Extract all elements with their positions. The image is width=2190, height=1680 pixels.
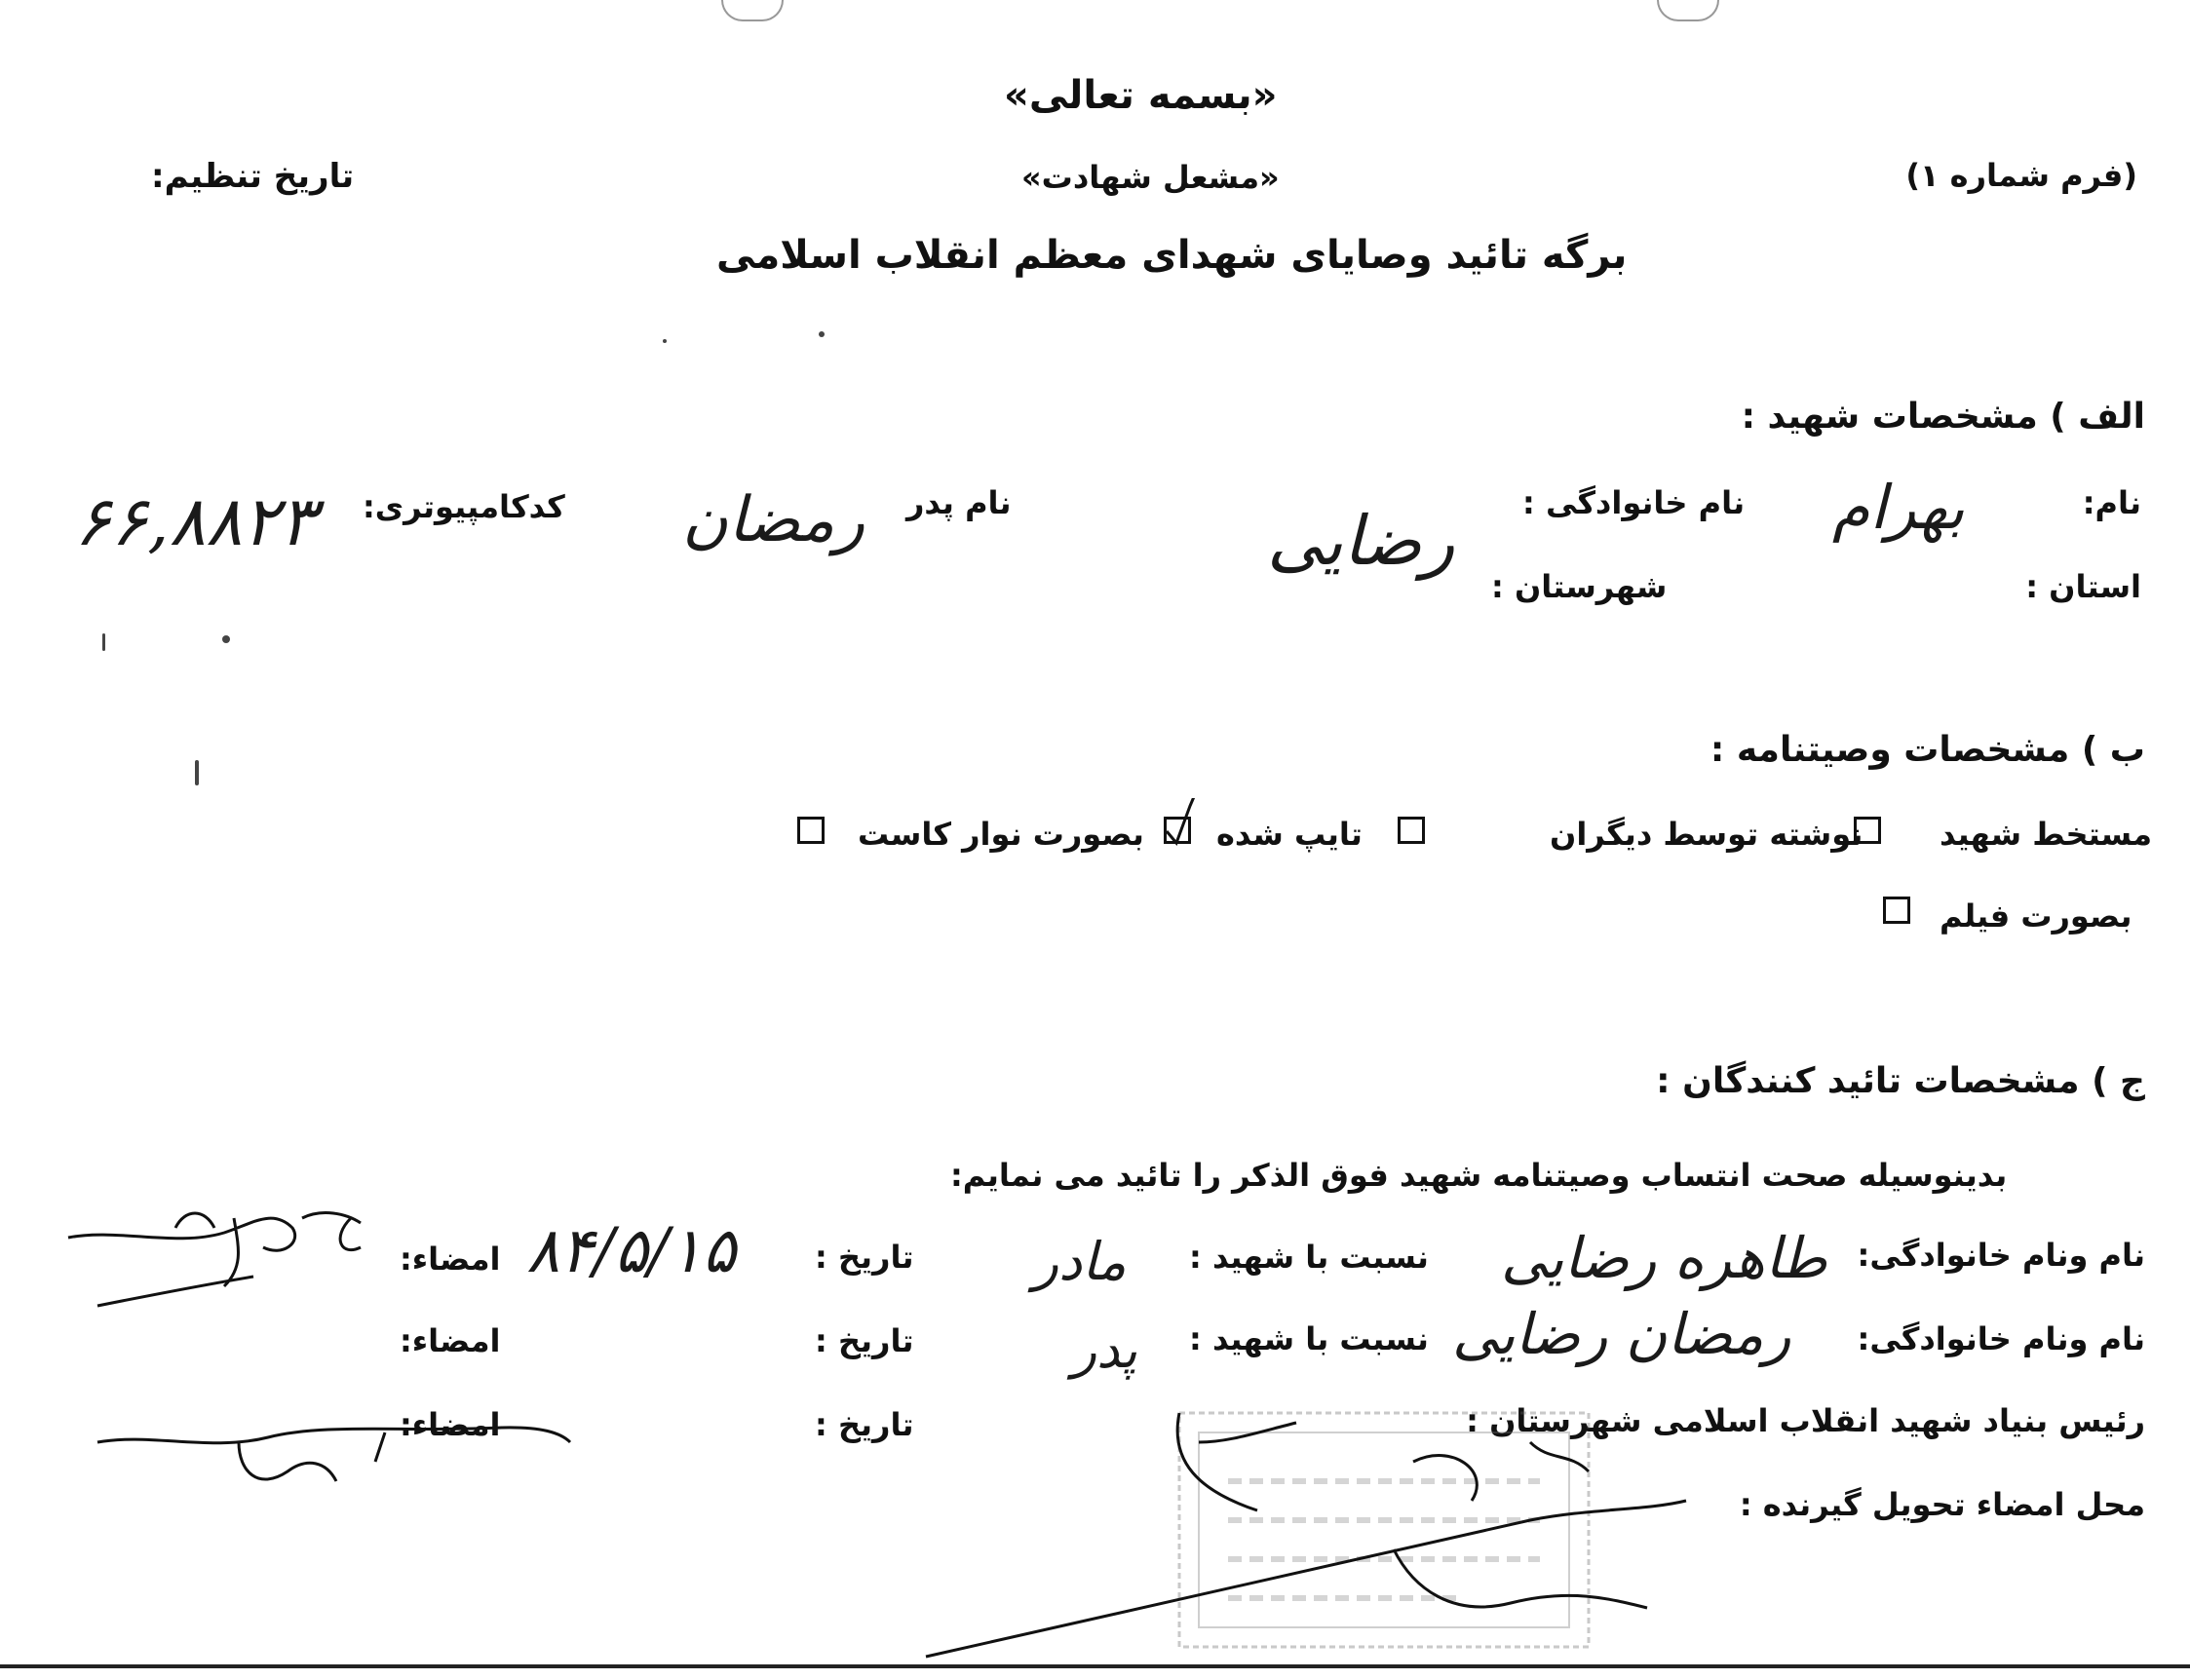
- confirmation-statement: بدینوسیله صحت انتساب وصیتنامه شهید فوق الذکر را تائید می نمایم:: [950, 1157, 2008, 1194]
- row2-relation-label: نسبت با شهید :: [1189, 1320, 1429, 1357]
- row1-name-label: نام ونام خانوادگی:: [1857, 1237, 2145, 1274]
- county-label: شهرستان :: [1491, 568, 1668, 605]
- row2-name-label: نام ونام خانوادگی:: [1857, 1320, 2145, 1357]
- head-signature-label: امضاء:: [400, 1406, 501, 1443]
- binder-hole-mark: [1657, 0, 1719, 21]
- name-label: نام:: [2082, 484, 2141, 521]
- father-name-label: نام پدر: [906, 484, 1012, 521]
- scan-speck: [663, 339, 667, 343]
- scan-speck: [819, 331, 825, 337]
- option-written-by-others-checkbox[interactable]: [1398, 817, 1425, 844]
- row1-signature-label: امضاء:: [400, 1241, 501, 1278]
- option-film-label: بصورت فیلم: [1940, 897, 2132, 935]
- father-name-value: رمضان: [682, 484, 865, 556]
- province-label: استان :: [2025, 568, 2141, 605]
- section-b-heading: ب ) مشخصات وصیتنامه :: [1710, 730, 2145, 770]
- creation-date-label: تاریخ تنظیم:: [151, 157, 355, 196]
- head-signature: [93, 1403, 580, 1520]
- row2-relation-value: پدر: [1072, 1321, 1137, 1380]
- option-typed-checkbox[interactable]: [1164, 817, 1191, 844]
- checkmark-icon: [1161, 798, 1206, 853]
- option-handwritten-label: مستخط شهید: [1940, 816, 2153, 853]
- row2-date-label: تاریخ :: [815, 1322, 914, 1359]
- row1-date-label: تاریخ :: [815, 1239, 914, 1276]
- scan-speck: [222, 635, 230, 643]
- head-date-label: تاریخ :: [815, 1406, 914, 1443]
- option-typed-label: تایپ شده: [1216, 816, 1363, 853]
- option-film-checkbox[interactable]: [1883, 897, 1910, 924]
- row1-signature: [58, 1189, 370, 1345]
- scan-speck: [102, 633, 105, 651]
- row2-name-value: رمضان رضایی: [1452, 1301, 1791, 1367]
- row1-relation-label: نسبت با شهید :: [1189, 1239, 1429, 1276]
- section-a-heading: الف ) مشخصات شهید :: [1741, 397, 2145, 437]
- bottom-border-line: [0, 1664, 2190, 1668]
- receiver-signature: [906, 1403, 1715, 1666]
- subtitle: «مشعل شهادت»: [1021, 159, 1280, 196]
- option-written-by-others-label: نوشته توسط دیگران: [1550, 816, 1863, 853]
- row1-name-value: طاهره رضایی: [1501, 1225, 1827, 1291]
- foundation-head-label: رئیس بنیاد شهید انقلاب اسلامی شهرستان :: [1466, 1402, 2145, 1439]
- form-number: (فرم شماره ۱): [1905, 157, 2137, 194]
- family-name-value: رضایی: [1267, 501, 1455, 581]
- row2-signature-label: امضاء:: [400, 1322, 501, 1359]
- binder-hole-mark: [721, 0, 784, 21]
- row1-date-value: ۸۴/۵/۱۵: [526, 1215, 736, 1287]
- receiver-signature-place-label: محل امضاء تحویل گیرنده :: [1739, 1486, 2145, 1523]
- computer-code-label: کدکامپیوتری:: [363, 488, 565, 525]
- option-cassette-checkbox[interactable]: [797, 817, 825, 844]
- basmala-heading: «بسمه تعالی»: [1004, 73, 1278, 118]
- option-cassette-label: بصورت نوار کاست: [858, 816, 1144, 853]
- family-name-label: نام خانوادگی :: [1522, 484, 1746, 521]
- name-value: بهرام: [1832, 472, 1965, 543]
- scan-speck: [195, 760, 199, 785]
- section-c-heading: ج ) مشخصات تائید کنندگان :: [1656, 1061, 2145, 1101]
- form-title: برگه تائید وصایای شهدای معظم انقلاب اسلامی: [716, 233, 1628, 278]
- computer-code-value: ۶۶,۸۸۲۳: [74, 481, 316, 561]
- row1-relation-value: مادر: [1033, 1231, 1127, 1292]
